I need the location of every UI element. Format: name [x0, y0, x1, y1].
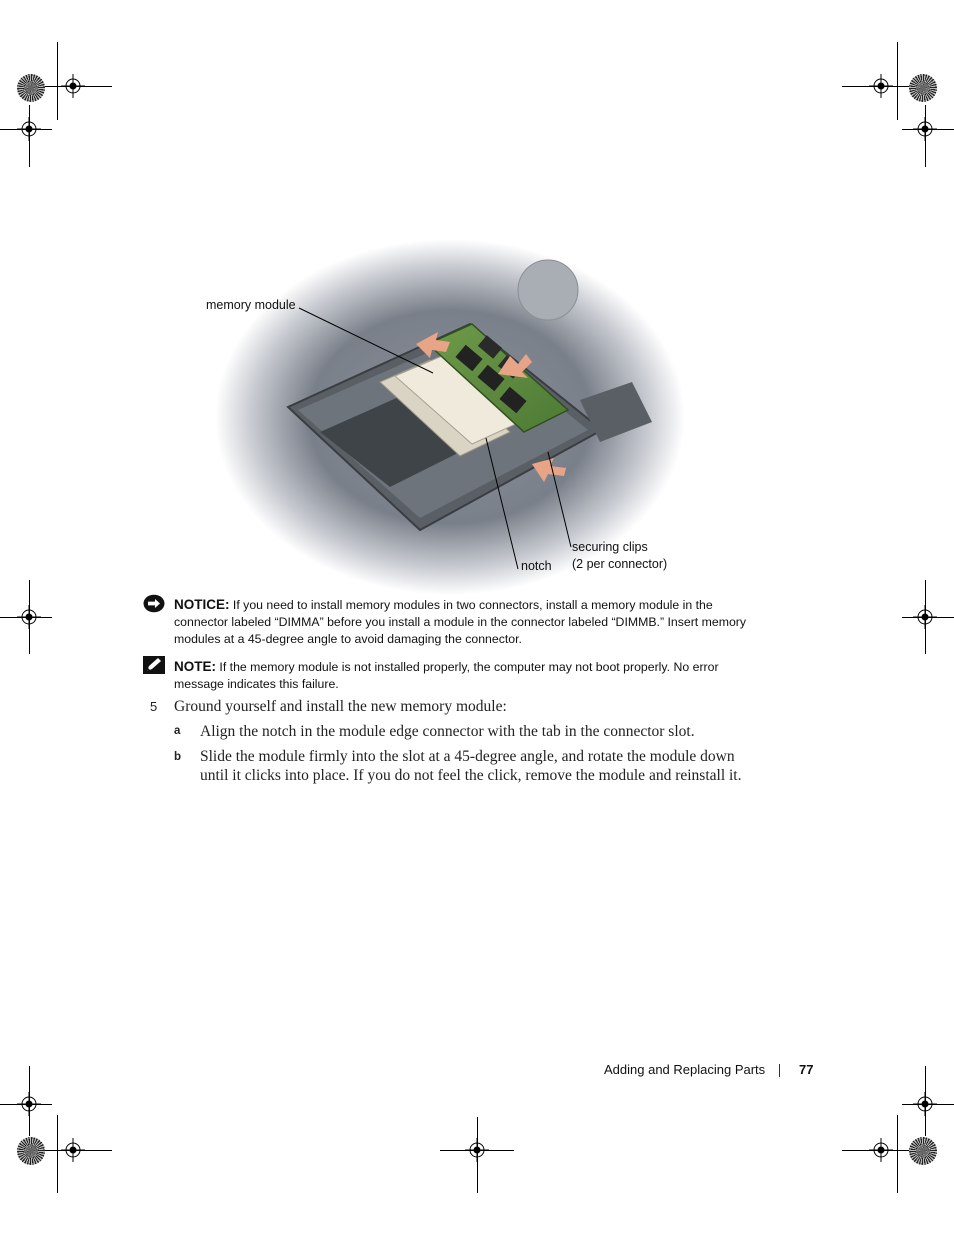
- registration-target-icon: [913, 1092, 937, 1116]
- substep-letter: b: [174, 751, 182, 763]
- note-block: [174, 658, 754, 693]
- memory-installation-drawing: [180, 232, 700, 612]
- registration-target-icon: [17, 605, 41, 629]
- registration-target-icon: [913, 605, 937, 629]
- footer-section-title: Adding and Replacing Parts: [604, 1062, 766, 1077]
- footer-divider: [779, 1064, 780, 1077]
- pencil-note-icon: [143, 656, 165, 674]
- notice-icon: [143, 594, 165, 613]
- substep-text: Slide the module firmly into the slot at a 45-degree angle, and rotate the module down until it clicks into place. If you do not feel the click, remove the module and reinstall it.: [200, 748, 742, 784]
- memory-module-illustration: [180, 232, 700, 612]
- note-heading: NOTE:: [174, 659, 216, 674]
- callout-memory-module: memory module: [206, 298, 296, 312]
- notice-heading: NOTICE:: [174, 597, 230, 612]
- notice-text: If you need to install memory modules in two connectors, install a memory module in the connector labeled “DIMMA” before you install a module in the connector labeled “DIMMB.” Insert memory modules at a 45-degree angle to avoid damaging the connector.: [174, 598, 747, 646]
- registration-starburst-icon: [17, 1137, 45, 1165]
- registration-target-icon: [61, 74, 85, 98]
- registration-starburst-icon: [909, 1137, 937, 1165]
- registration-target-icon: [17, 1092, 41, 1116]
- registration-target-icon: [913, 117, 937, 141]
- callout-securing-clips: securing clips: [572, 540, 648, 554]
- registration-starburst-icon: [909, 74, 937, 102]
- registration-target-icon: [869, 1138, 893, 1162]
- registration-starburst-icon: [17, 74, 45, 102]
- page-number: 77: [799, 1062, 814, 1077]
- substep-text: Align the notch in the module edge connector with the tab in the connector slot.: [200, 723, 695, 740]
- note-text: If the memory module is not installed properly, the computer may not boot properly. No error message indicates this failure.: [174, 660, 719, 691]
- registration-target-icon: [17, 117, 41, 141]
- notice-block: [174, 596, 754, 648]
- callout-securing-clips-detail: (2 per connector): [572, 557, 668, 571]
- registration-target-icon: [869, 74, 893, 98]
- step-number: 5: [150, 699, 158, 714]
- substep-letter: a: [174, 725, 181, 737]
- callout-notch: notch: [521, 559, 552, 573]
- registration-target-icon: [465, 1138, 489, 1162]
- step-text: Ground yourself and install the new memory module:: [174, 698, 507, 715]
- registration-target-icon: [61, 1138, 85, 1162]
